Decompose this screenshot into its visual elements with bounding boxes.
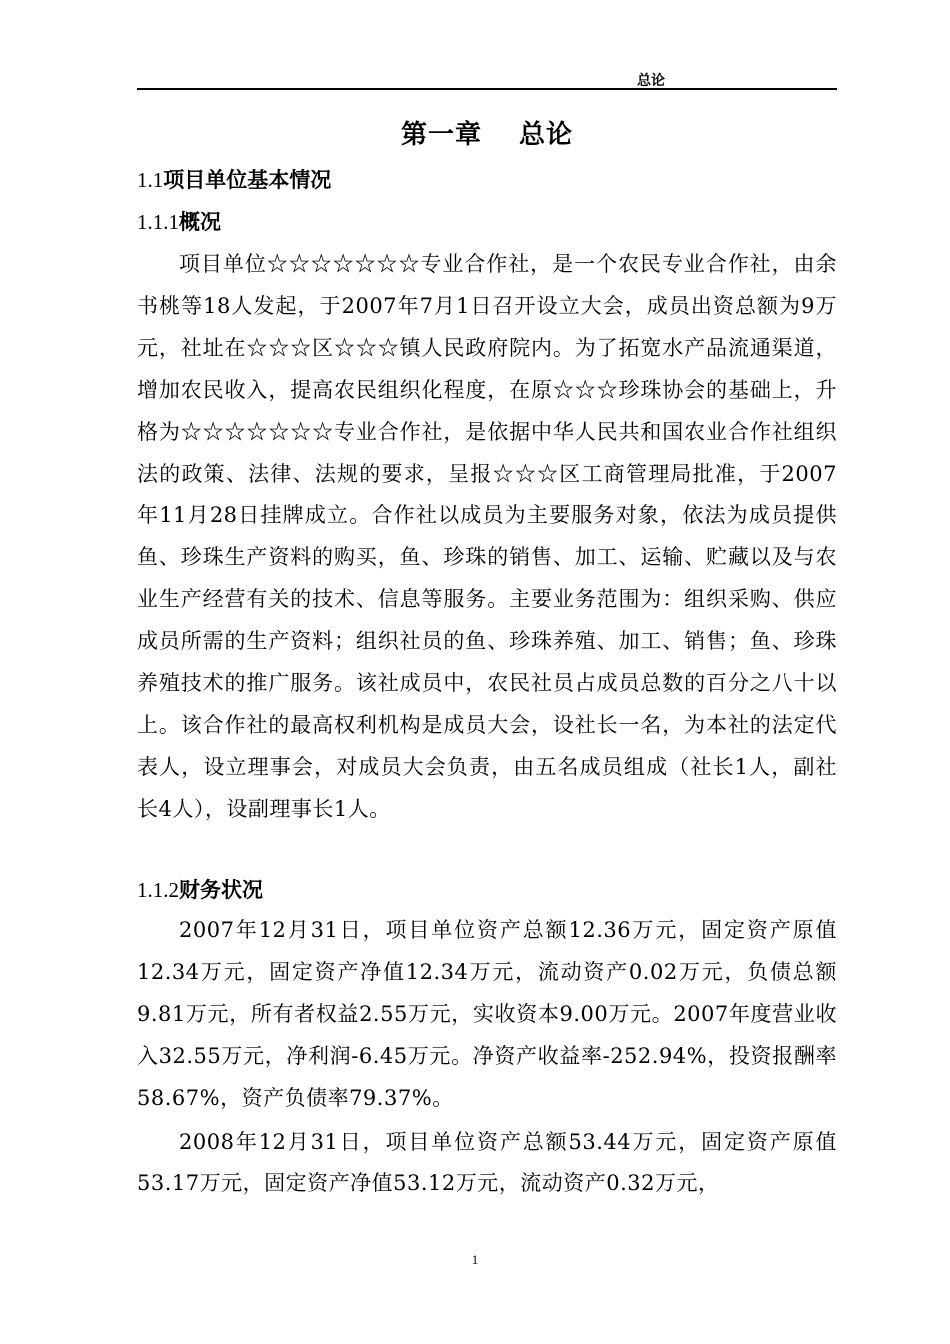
overview-body: [137, 244, 837, 831]
finance-2008-paragraph: 2008年12月31日，项目单位资产总额53.44万元，固定资产原值53.17万元，固定资产净值53.12万元，流动资产0.32万元，: [137, 1129, 837, 1196]
section-title: 项目单位基本情况: [163, 168, 332, 192]
overview-paragraph: 项目单位☆☆☆☆☆☆☆专业合作社，是一个农民专业合作社，由余书桃等18人发起，于2007年7月1日召开设立大会，成员出资总额为9万元，社址在☆☆☆区☆☆☆镇人民政府院内。为了拓宽水产品流通渠道，增加农民收入，提高农民组织化程度，在原☆☆☆珍珠协会的基础上，升格为☆☆☆☆☆☆☆专业合作社，是依据中华人民共和国农业合作社组织法的政策、法律、法规的要求，呈报☆☆☆区工商管理局批准，于2007年11月28日挂牌成立。合作社以成员为主要服务对象，依法为成员提供鱼、珍珠生产资料的购买，鱼、珍珠的销售、加工、运输、贮藏以及与农业生产经营有关的技术、信息等服务。主要业务范围为：组织采购、供应成员所需的生产资料；组织社员的鱼、珍珠养殖、加工、销售；鱼、珍珠养殖技术的推广服务。该社成员中，农民社员占成员总数的百分之八十以上。该合作社的最高权利机构是成员大会，设社长一名，为本社的法定代表人，设立理事会，对成员大会负责，由五名成员组成（社长1人，副社长4人），设副理事长1人。: [137, 252, 837, 821]
section-heading-1-1-1: [137, 206, 221, 236]
running-header: 总论: [637, 73, 665, 89]
chapter-title: 第一章 总论: [400, 120, 574, 150]
page-number: 1: [471, 1252, 479, 1267]
section-title: 财务状况: [179, 878, 263, 902]
section-heading-1-1: [137, 164, 331, 194]
section-heading-1-1-2: [137, 874, 263, 904]
section-number: 1.1.1: [137, 210, 179, 234]
section-number: 1.1: [137, 168, 164, 192]
finance-body: [137, 910, 837, 1205]
finance-2007-paragraph: 2007年12月31日，项目单位资产总额12.36万元，固定资产原值12.34万元，固定资产净值12.34万元，流动资产0.02万元，负债总额9.81万元，所有者权益2.55万元，实收资本9.00万元。2007年度营业收入32.55万元，净利润-6.45万元。净资产收益率-252.94%，投资报酬率58.67%，资产负债率79.37%。: [137, 918, 837, 1110]
section-title: 概况: [179, 210, 221, 234]
header-rule: [137, 88, 837, 90]
section-number: 1.1.2: [137, 878, 179, 902]
